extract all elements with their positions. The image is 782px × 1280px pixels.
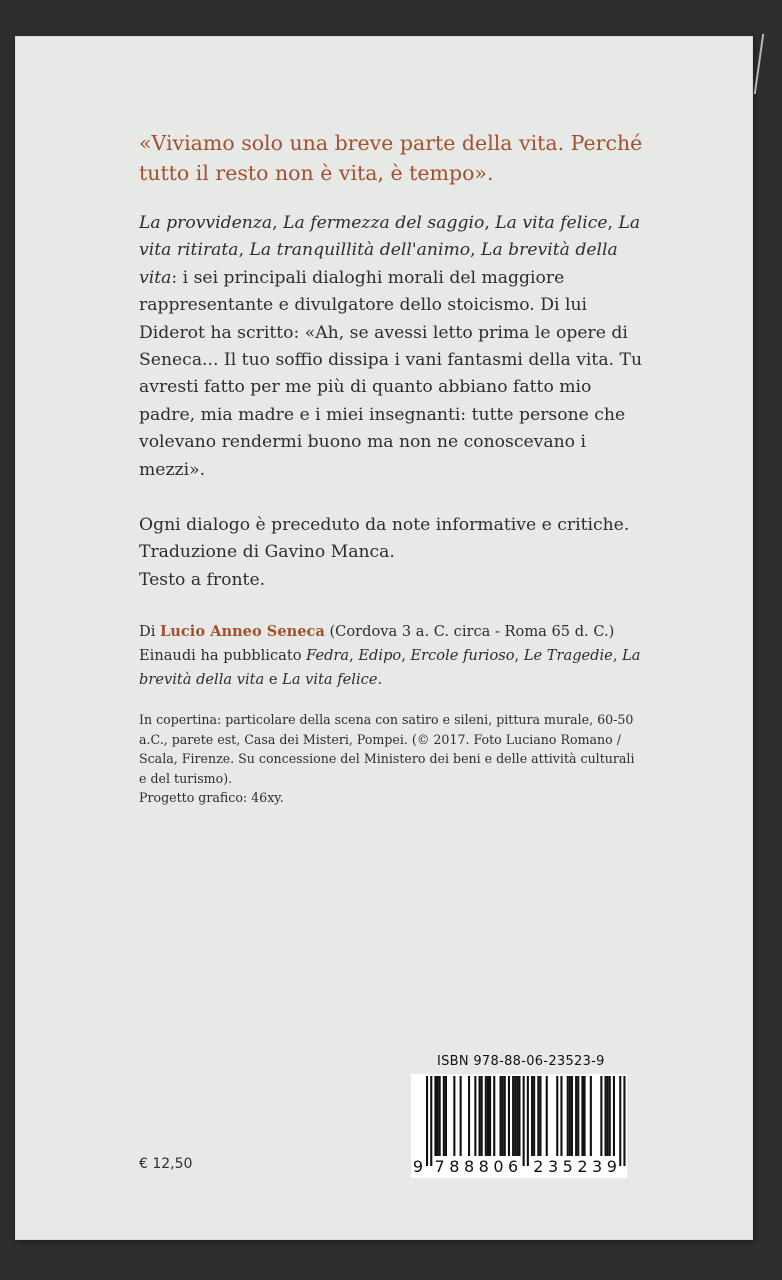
description-text: : i sei principali dialoghi morali del maggiore rappresentante e divulgatore dello stoicismo. Di lui Diderot ha scritto: «Ah, se avessi letto prima le opere di Seneca... Il tuo soffio dissipa i vani fantasmi della vita. Tu avresti fatto per me più di quanto abbiano fatto mio padre, mia madre e i miei insegnanti: tutte persone che volevano rendermi buono ma non ne conoscevano i mezzi». — [139, 267, 643, 480]
period: . — [377, 671, 383, 688]
separator: , — [401, 647, 411, 664]
barcode-bar — [453, 1076, 455, 1156]
parallel-text-line: Testo a fronte. — [139, 569, 266, 590]
barcode-bar — [590, 1076, 592, 1156]
title-tranquillita: La tranquillità dell'animo — [249, 240, 471, 261]
barcode-bar — [584, 1076, 586, 1156]
barcode-bar — [527, 1076, 529, 1166]
isbn-label: ISBN 978-88-06-23523-9 — [437, 1054, 605, 1069]
separator: , — [607, 213, 619, 233]
barcode-bar — [531, 1076, 533, 1156]
barcode-digit: 8 — [463, 1157, 475, 1176]
barcode-bar — [502, 1076, 504, 1156]
barcode-bar — [518, 1076, 520, 1156]
barcode-digit: 8 — [478, 1157, 489, 1176]
barcode-bar — [474, 1076, 476, 1156]
barcode-bar — [623, 1076, 625, 1166]
barcode-bar — [479, 1076, 481, 1156]
notes-line: Ogni dialogo è preceduto da note informative e critiche. — [139, 515, 630, 535]
barcode-bar — [609, 1076, 611, 1156]
separator: , — [612, 647, 623, 664]
barcode-bar — [569, 1076, 571, 1156]
separator: , — [349, 647, 359, 664]
barcode-bar — [537, 1076, 539, 1156]
barcode-bar — [577, 1076, 579, 1156]
barcode-bar — [516, 1076, 518, 1156]
translator-line: Traduzione di Gavino Manca. — [139, 542, 395, 563]
title-fermezza: La fermezza del saggio — [283, 213, 485, 233]
author-prefix: Di — [139, 623, 161, 640]
work-title: La brevità della vita — [139, 647, 641, 688]
author-name: Lucio Anneo Seneca — [160, 623, 325, 640]
barcode-bar — [439, 1076, 441, 1156]
separator: , — [514, 647, 524, 664]
author-note — [139, 620, 649, 692]
barcode-bar — [514, 1076, 516, 1156]
barcode-digit: 5 — [562, 1157, 573, 1176]
work-title: La vita felice — [282, 671, 378, 688]
barcode-bar — [560, 1076, 562, 1156]
barcode-digit: 8 — [449, 1157, 460, 1176]
work-title: Edipo — [358, 647, 402, 664]
barcode-graphic — [411, 1074, 627, 1178]
cover-quote: «Viviamo solo una breve parte della vita. Perché tutto il resto non è vita, è tempo». — [139, 131, 643, 185]
barcode-digit: 3 — [592, 1157, 603, 1176]
price-label: € 12,50 — [139, 1156, 193, 1172]
barcode-digit: 6 — [508, 1157, 519, 1176]
barcode-bar — [426, 1076, 428, 1166]
barcode-bar — [546, 1076, 548, 1156]
work-title: Ercole furioso — [410, 647, 515, 664]
barcode-digit: 3 — [547, 1157, 559, 1176]
barcode-bar — [567, 1076, 569, 1156]
barcode-digits — [413, 1157, 617, 1176]
title-vita-ritirata: La vita ritirata — [139, 213, 641, 261]
barcode-bar — [533, 1076, 535, 1156]
barcode-bar — [556, 1076, 558, 1156]
barcode-digit: 0 — [493, 1157, 504, 1176]
barcode-bar — [443, 1076, 445, 1156]
description-paragraph — [139, 210, 644, 484]
barcode-bar — [430, 1076, 432, 1166]
isbn-barcode — [411, 1054, 627, 1178]
title-vita-felice: La vita felice — [495, 213, 608, 233]
work-title: Le Tragedie — [523, 647, 613, 664]
barcode-bar — [539, 1076, 541, 1156]
barcode-bar — [500, 1076, 502, 1156]
barcode-bar — [605, 1076, 607, 1156]
barcode-bar — [523, 1076, 525, 1166]
barcode-digit: 7 — [434, 1157, 445, 1176]
separator: , — [272, 213, 284, 233]
separator: , — [484, 213, 496, 233]
barcode-bar — [481, 1076, 483, 1156]
cover-edge-highlight — [754, 34, 776, 94]
credits-text: In copertina: particolare della scena con satiro e sileni, pittura murale, 60-50 a.C., parete est, Casa dei Misteri, Pompei. (© 2017. Foto Luciano Romano / Scala, Firenze. Su concessione del Ministero dei beni e delle attività culturali e del turismo). — [139, 712, 635, 786]
barcode-digit: 9 — [412, 1157, 424, 1176]
barcode-bar — [493, 1076, 495, 1156]
barcode-bar — [575, 1076, 577, 1156]
barcode-bar — [600, 1076, 602, 1156]
barcode-bar — [445, 1076, 447, 1156]
barcode-bar — [613, 1076, 615, 1156]
barcode-digit: 9 — [606, 1157, 617, 1176]
barcode-bar — [508, 1076, 510, 1156]
barcode-digit: 2 — [533, 1157, 544, 1176]
barcode-bar — [607, 1076, 609, 1156]
barcode-bar — [434, 1076, 436, 1156]
author-dates: (Cordova 3 a. C. circa - Roma 65 d. C.) Einaudi ha pubblicato — [139, 623, 615, 664]
separator: , — [238, 240, 250, 261]
barcode-bar — [437, 1076, 439, 1156]
barcode-digit: 2 — [577, 1157, 588, 1176]
barcode-bar — [619, 1076, 621, 1166]
separator: , — [470, 240, 482, 261]
barcode-bar — [485, 1076, 487, 1156]
title-provvidenza: La provvidenza — [139, 213, 273, 233]
title-brevita: La brevità della vita — [139, 240, 618, 288]
barcode-bar — [581, 1076, 583, 1156]
barcode-bar — [571, 1076, 573, 1156]
barcode-bar — [489, 1076, 491, 1156]
barcode-bar — [468, 1076, 470, 1156]
design-credit: Progetto grafico: 46xy. — [139, 790, 284, 806]
barcode-bar — [487, 1076, 489, 1156]
edition-notes — [139, 512, 644, 594]
barcode-bar — [504, 1076, 506, 1156]
cover-credits — [139, 710, 644, 808]
work-title: Fedra — [306, 647, 350, 664]
barcode-bar — [512, 1076, 514, 1156]
barcode-bar — [460, 1076, 462, 1156]
conjunction: e — [264, 671, 283, 688]
